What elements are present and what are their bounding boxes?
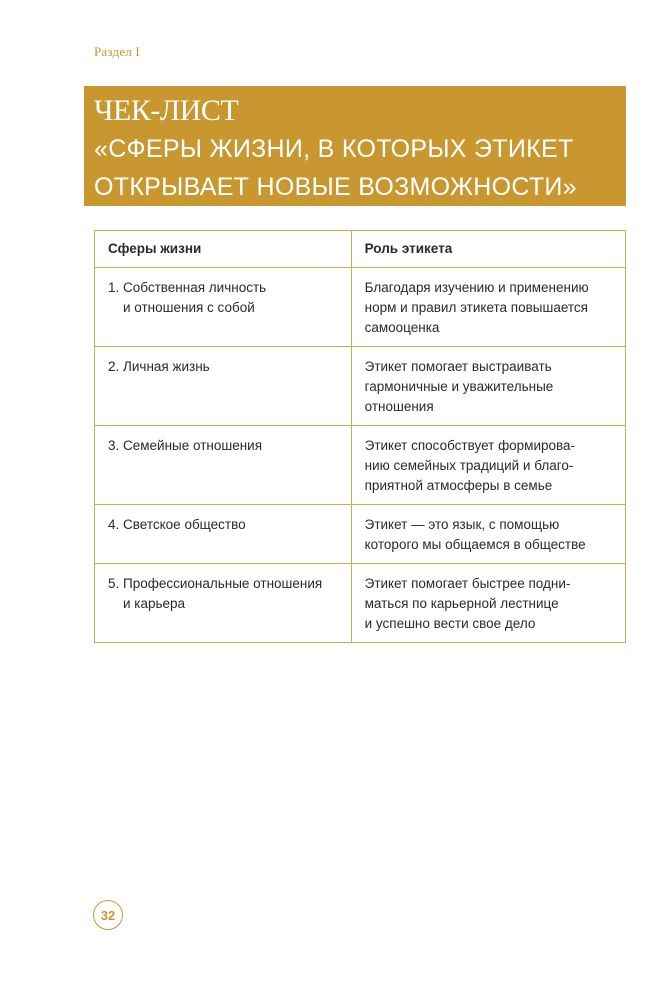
table-row (95, 426, 626, 505)
sphere-cell: 3. Семейные отношения (95, 426, 352, 505)
title-banner (84, 86, 626, 206)
table-row (95, 564, 626, 643)
table-row (95, 268, 626, 347)
sphere-cell: 4. Светское общество (95, 505, 352, 564)
table-row (95, 347, 626, 426)
page-title: ЧЕК-ЛИСТ (94, 94, 239, 127)
sphere-cell: 5. Профессиональные отношения и карьера (95, 564, 352, 643)
header-role: Роль этикета (351, 231, 625, 268)
table-header-row (95, 231, 626, 268)
role-cell: Благодаря изучению и применению норм и правил этикета повышается самооценка (351, 268, 625, 347)
page-subtitle: «СФЕРЫ ЖИЗНИ, В КОТОРЫХ ЭТИКЕТ ОТКРЫВАЕТ НОВЫЕ ВОЗМОЖНОСТИ» (94, 135, 577, 201)
role-cell: Этикет помогает быстрее подни- маться по карьерной лестнице и успешно вести свое дело (351, 564, 625, 643)
role-cell: Этикет — это язык, с помощью которого мы общаемся в обществе (351, 505, 625, 564)
role-cell: Этикет способствует формирова- нию семейных традиций и благо- приятной атмосферы в семье (351, 426, 625, 505)
etiquette-table (94, 230, 626, 643)
header-spheres: Сферы жизни (95, 231, 352, 268)
sphere-cell: 2. Личная жизнь (95, 347, 352, 426)
table-row (95, 505, 626, 564)
section-label: Раздел I (94, 44, 140, 59)
role-cell: Этикет помогает выстраивать гармоничные и уважительные отношения (351, 347, 625, 426)
page-number: 32 (93, 900, 123, 930)
sphere-cell: 1. Собственная личность и отношения с собой (95, 268, 352, 347)
